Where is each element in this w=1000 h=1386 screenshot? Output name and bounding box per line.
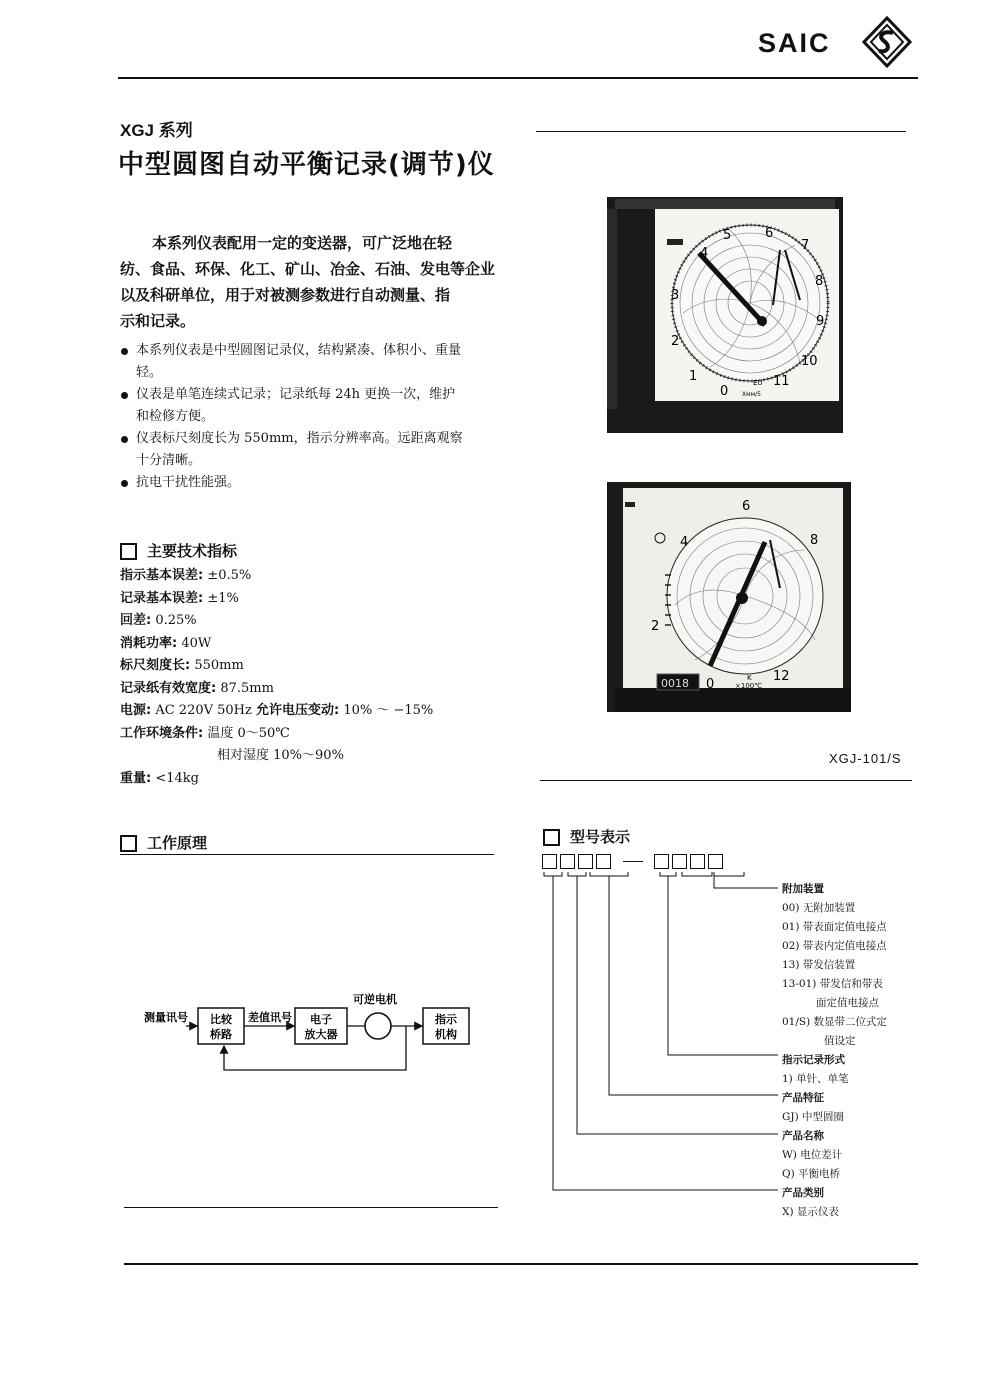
svg-text:2: 2 <box>671 334 680 349</box>
svg-text:11: 11 <box>773 374 790 389</box>
model-line: W) 电位差计 <box>782 1149 843 1161</box>
spec-row: 记录纸有效宽度: 87.5mm <box>120 680 274 696</box>
feature-item: 抗电干扰性能强。 <box>120 472 500 494</box>
spec-row: 标尺刻度长: 550mm <box>120 658 244 673</box>
svg-text:桥路: 桥路 <box>210 1028 232 1041</box>
spec-row: 记录基本误差: ±1% <box>120 590 239 606</box>
code-box <box>578 854 593 869</box>
intro-line: 示和记录。 <box>120 312 196 330</box>
bullet-icon <box>121 480 128 487</box>
svg-text:4: 4 <box>680 535 689 550</box>
svg-text:2: 2 <box>651 619 660 634</box>
svg-text:12: 12 <box>773 669 790 684</box>
svg-text:8: 8 <box>815 274 824 289</box>
svg-text:Xмм/5: Xмм/5 <box>742 391 762 398</box>
svg-text:×100℃: ×100℃ <box>735 682 763 690</box>
svg-text:9: 9 <box>816 314 825 329</box>
svg-text:10: 10 <box>801 354 818 369</box>
feature-item: 仪表标尺刻度长为 550mm，指示分辨率高。远距离观察 十分清晰。 <box>120 428 500 472</box>
svg-text:4: 4 <box>700 246 709 261</box>
svg-text:0: 0 <box>720 384 729 399</box>
checkbox-square-icon <box>120 835 137 852</box>
bullet-icon <box>121 348 128 355</box>
model-line: 01) 带表面定值电接点 <box>782 921 887 933</box>
model-line: 1) 单针、单笔 <box>782 1073 849 1085</box>
svg-text:指示: 指示 <box>435 1013 457 1026</box>
svg-text:3: 3 <box>671 288 680 303</box>
footer-rule <box>124 1263 918 1265</box>
principle-rule <box>120 854 494 855</box>
model-line: 值设定 <box>824 1035 856 1047</box>
svg-text:电子: 电子 <box>310 1013 332 1026</box>
motor-label: 可逆电机 <box>353 993 397 1006</box>
model-line: 产品名称 <box>782 1130 824 1142</box>
svg-text:6: 6 <box>765 226 774 241</box>
brand-name: SAIC <box>758 28 831 58</box>
feature-item: 仪表是单笔连续式记录；记录纸每 24h 更换一次，维护 和检修方便。 <box>120 384 500 428</box>
code-box <box>560 854 575 869</box>
instrument-photo-2 <box>605 480 855 715</box>
page-title: 中型圆图自动平衡记录(调节)仪 <box>118 150 495 180</box>
spec-row: 相对湿度 10%～90% <box>217 748 344 763</box>
block-diagram <box>140 990 500 1080</box>
svg-text:K: K <box>747 674 752 682</box>
code-box <box>708 854 723 869</box>
diff-signal-label: 差值讯号 <box>248 1011 292 1024</box>
model-line: 13-01) 带发信和带表 <box>782 978 883 990</box>
svg-text:1: 1 <box>689 369 698 384</box>
svg-text:放大器: 放大器 <box>304 1028 338 1041</box>
model-line: 13) 带发信装置 <box>782 959 856 971</box>
principle-bottom-rule <box>124 1207 498 1208</box>
right-mid-rule <box>540 780 912 781</box>
bullet-icon <box>121 392 128 399</box>
intro-line: 纺、食品、环保、化工、矿山、冶金、石油、发电等企业 <box>120 260 496 278</box>
svg-text:机构: 机构 <box>435 1028 457 1041</box>
header-rule <box>118 77 918 79</box>
intro-paragraph <box>120 230 500 334</box>
model-line: 产品类别 <box>782 1187 824 1199</box>
model-line: 00) 无附加装置 <box>782 902 856 914</box>
model-line: 附加装置 <box>782 883 824 895</box>
intro-line: 以及科研单位，用于对被测参数进行自动测量、指 <box>120 286 451 304</box>
svg-text:0018: 0018 <box>661 677 689 690</box>
specs-list <box>120 565 520 790</box>
svg-text:比较: 比较 <box>210 1013 232 1026</box>
input-signal-label: 测量讯号 <box>144 1011 188 1024</box>
checkbox-square-icon <box>120 543 137 560</box>
svg-text:0: 0 <box>706 677 715 692</box>
svg-text:EU: EU <box>753 379 763 387</box>
feature-list <box>120 340 500 494</box>
saic-logo-icon <box>862 16 912 68</box>
spec-row: 重量: <14kg <box>120 770 199 786</box>
model-line: 指示记录形式 <box>782 1054 845 1066</box>
code-dash <box>623 861 643 862</box>
spec-row: 电源: AC 220V 50Hz 允许电压变动: 10% ～ −15% <box>120 703 434 718</box>
model-line: 面定值电接点 <box>816 997 879 1009</box>
principle-heading: 工作原理 <box>120 832 207 853</box>
code-box <box>542 854 557 869</box>
model-line: Q) 平衡电桥 <box>782 1168 841 1180</box>
model-heading: 型号表示 <box>543 826 630 847</box>
intro-line: 本系列仪表配用一定的变送器，可广泛地在轻 <box>152 234 453 252</box>
svg-text:5: 5 <box>723 228 732 243</box>
model-line: 产品特征 <box>782 1092 824 1104</box>
model-line: GJ) 中型圆圈 <box>782 1111 845 1123</box>
model-bracket-lines <box>540 868 790 1198</box>
spec-row: 消耗功率: 40W <box>120 635 212 651</box>
motor-icon <box>365 1013 391 1039</box>
photo-caption: XGJ-101/S <box>829 751 902 766</box>
instrument-photo-1 <box>605 195 845 435</box>
model-line: X) 显示仪表 <box>782 1206 839 1218</box>
code-box <box>654 854 669 869</box>
svg-text:7: 7 <box>801 238 810 253</box>
feature-item: 本系列仪表是中型圆图记录仪，结构紧凑、体积小、重量 轻。 <box>120 340 500 384</box>
bullet-icon <box>121 436 128 443</box>
code-box <box>672 854 687 869</box>
right-top-rule <box>536 131 906 132</box>
svg-text:8: 8 <box>810 533 819 548</box>
code-box <box>596 854 611 869</box>
code-box <box>690 854 705 869</box>
model-line: 01/S) 数显带二位式定 <box>782 1016 888 1028</box>
series-label: XGJ 系列 <box>120 121 193 140</box>
specs-heading: 主要技术指标 <box>120 540 237 561</box>
spec-row: 工作环境条件: 温度 0～50℃ <box>120 725 290 741</box>
svg-text:6: 6 <box>742 499 751 514</box>
model-line: 02) 带表内定值电接点 <box>782 940 887 952</box>
model-legend <box>782 880 932 1222</box>
checkbox-square-icon <box>543 829 560 846</box>
spec-row: 回差: 0.25% <box>120 613 197 628</box>
spec-row: 指示基本误差: ±0.5% <box>120 568 252 583</box>
